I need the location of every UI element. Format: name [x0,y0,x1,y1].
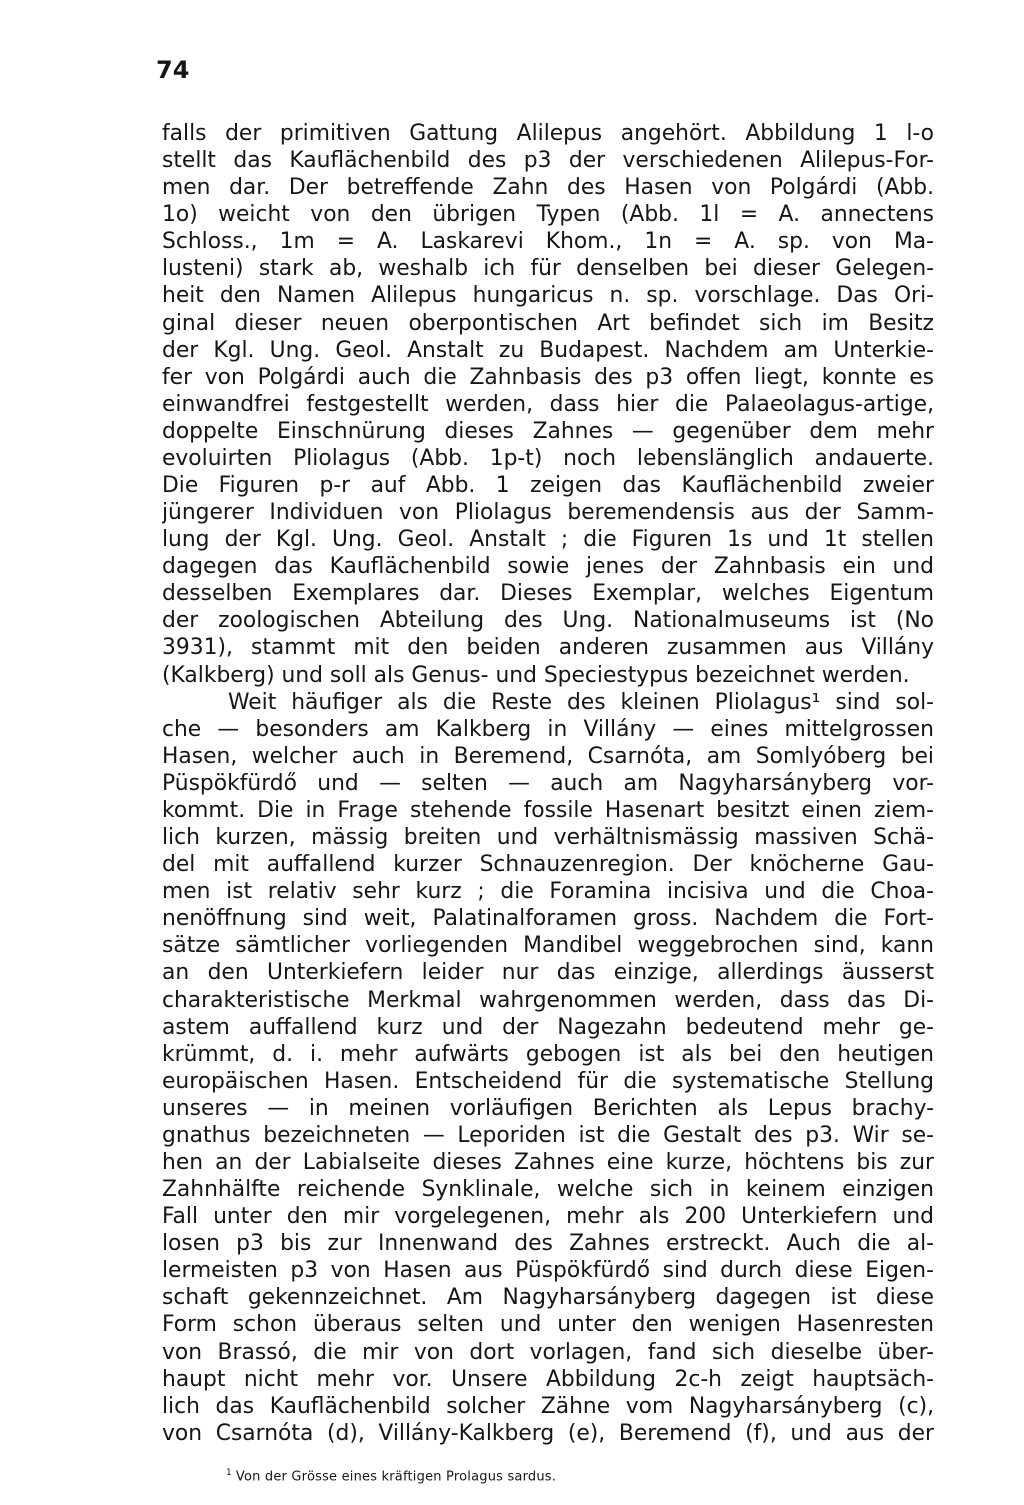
text-line: charakteristische Merkmal wahrgenommen werden, dass das Di- [162,987,934,1013]
text-line: heit den Namen Alilepus hungaricus n. sp. vorschlage. Das Ori- [162,283,934,309]
text-line: von Csarnóta (d), Villány-Kalkberg (e), Beremend (f), und aus der [162,1420,934,1446]
text-line: lich das Kauflächenbild solcher Zähne vom Nagyharsányberg (c), [162,1393,934,1419]
text-line: evoluirten Pliolagus (Abb. 1p-t) noch lebenslänglich andauerte. [162,445,934,471]
footnote-text: Von der Grösse eines kräftigen Prolagus sardus. [235,1469,557,1485]
body-text [162,120,934,1447]
text-line: astem auffallend kurz und der Nagezahn bedeutend mehr ge- [162,1014,934,1040]
text-line: Form schon überaus selten und unter den wenigen Hasenresten [162,1312,934,1338]
text-line: men ist relativ sehr kurz ; die Foramina incisiva und die Choa- [162,879,934,905]
text-line: Die Figuren p-r auf Abb. 1 zeigen das Kauflächenbild zweier [162,473,934,499]
text-line: gnathus bezeichneten — Leporiden ist die Gestalt des p3. Wir se- [162,1122,934,1148]
footnote [226,1464,556,1486]
text-line: kommt. Die in Frage stehende fossile Hasenart besitzt einen ziem- [162,797,934,823]
text-line: europäischen Hasen. Entscheidend für die systematische Stellung [162,1068,934,1094]
text-line: 1o) weicht von den übrigen Typen (Abb. 1l = A. annectens [162,202,934,228]
text-line: dagegen das Kauflächenbild sowie jenes der Zahnbasis ein und [162,554,934,580]
text-line: che — besonders am Kalkberg in Villány — eines mittelgrossen [162,716,934,742]
text-line: Weit häufiger als die Reste des kleinen Pliolagus¹ sind sol- [228,689,934,715]
text-line: del mit auffallend kurzer Schnauzenregion. Der knöcherne Gau- [162,852,934,878]
text-line: nenöffnung sind weit, Palatinalforamen gross. Nachdem die Fort- [162,906,934,932]
text-line: unseres — in meinen vorläufigen Berichten als Lepus brachy- [162,1095,934,1121]
text-line: der zoologischen Abteilung des Ung. Nationalmuseums ist (No [162,608,934,634]
text-line: krümmt, d. i. mehr aufwärts gebogen ist als bei den heutigen [162,1041,934,1067]
text-line: stellt das Kauflächenbild des p3 der verschiedenen Alilepus-For- [162,148,934,174]
text-line: Püspökfürdő und — selten — auch am Nagyharsányberg vor- [162,770,934,796]
text-line: Hasen, welcher auch in Beremend, Csarnóta, am Somlyóberg bei [162,743,934,769]
text-line: der Kgl. Ung. Geol. Anstalt zu Budapest. Nachdem am Unterkie- [162,337,934,363]
text-line: lich kurzen, mässig breiten und verhältnismässig massiven Schä- [162,825,934,851]
text-line: desselben Exemplares dar. Dieses Exemplar, welches Eigentum [162,581,934,607]
text-line: einwandfrei festgestellt werden, dass hier die Palaeolagus-artige, [162,391,934,417]
text-line: men dar. Der betreffende Zahn des Hasen von Polgárdi (Abb. [162,175,934,201]
text-line: (Kalkberg) und soll als Genus- und Speciestypus bezeichnet werden. [162,662,910,688]
text-line: haupt nicht mehr vor. Unsere Abbildung 2c-h zeigt hauptsäch- [162,1366,934,1392]
text-line: lusteni) stark ab, weshalb ich für denselben bei dieser Gelegen- [162,256,934,282]
footnote-marker: 1 [226,1468,232,1478]
text-line: lermeisten p3 von Hasen aus Püspökfürdő sind durch diese Eigen- [162,1258,934,1284]
text-line: lung der Kgl. Ung. Geol. Anstalt ; die Figuren 1s und 1t stellen [162,527,934,553]
text-line: hen an der Labialseite dieses Zahnes eine kurze, höchtens bis zur [162,1149,934,1175]
text-line: ginal dieser neuen oberpontischen Art befindet sich im Besitz [162,310,934,336]
text-line: schaft gekennzeichnet. Am Nagyharsányberg dagegen ist diese [162,1285,934,1311]
text-line: losen p3 bis zur Innenwand des Zahnes erstreckt. Auch die al- [162,1231,934,1257]
text-line: jüngerer Individuen von Pliolagus beremendensis aus der Samm- [162,500,934,526]
text-line: sätze sämtlicher vorliegenden Mandibel weggebrochen sind, kann [162,933,934,959]
text-line: falls der primitiven Gattung Alilepus angehört. Abbildung 1 l-o [162,121,934,146]
text-line: an den Unterkiefern leider nur das einzige, allerdings äusserst [162,960,934,986]
text-line: fer von Polgárdi auch die Zahnbasis des p3 offen liegt, konnte es [162,364,934,390]
text-line: Schloss., 1m = A. Laskarevi Khom., 1n = A. sp. von Ma- [162,229,934,255]
text-line: Zahnhälfte reichende Synklinale, welche sich in keinem einzigen [162,1177,934,1203]
text-line: von Brassó, die mir von dort vorlagen, fand sich dieselbe über- [162,1339,934,1365]
text-line: doppelte Einschnürung dieses Zahnes — gegenüber dem mehr [162,418,934,444]
page-number: 74 [156,56,190,84]
text-line: Fall unter den mir vorgelegenen, mehr als 200 Unterkiefern und [162,1204,934,1230]
text-line: 3931), stammt mit den beiden anderen zusammen aus Villány [162,635,934,661]
